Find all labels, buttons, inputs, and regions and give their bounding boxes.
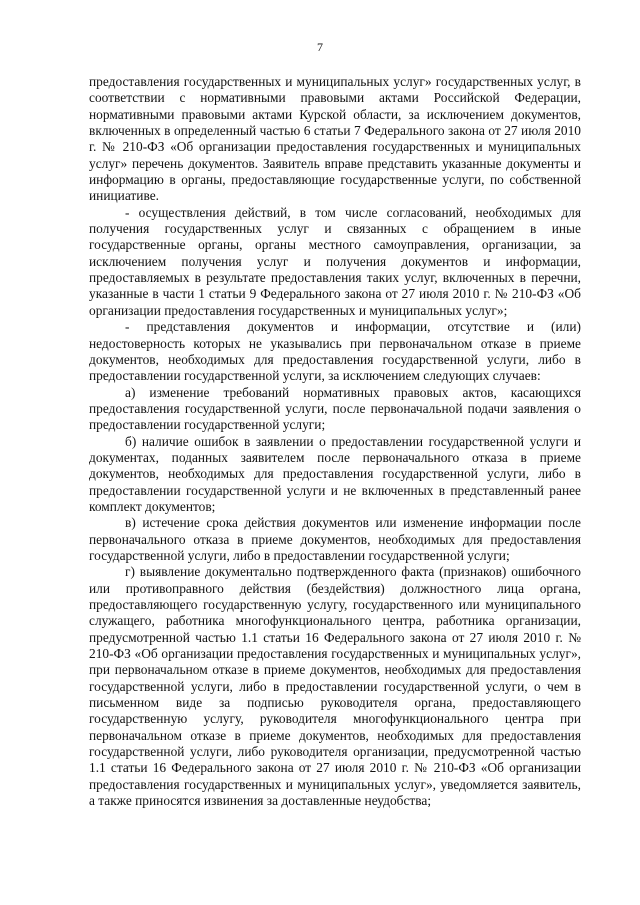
paragraph-case-a: а) изменение требований нормативных правовых актов, касающихся предоставления государственной услуги, после первоначальной подачи заявления о предоставлении государственной услуги; (89, 384, 581, 433)
paragraph-intro: предоставления государственных и муниципальных услуг» государственных услуг, в соответствии с нормативными правовыми актами Российской Федерации, нормативными правовыми актами Курской области, за исключением документов, включенных в определенный частью 6 статьи 7 Федерального закона от 27 июля 2010 г. № 210-ФЗ «Об организации предоставления государственных и муниципальных услуг» перечень документов. Заявитель вправе представить указанные документы и информацию в органы, предоставляющие государственные услуги, по собственной инициативе. (89, 74, 581, 204)
paragraph-documents: - представления документов и информации, отсутствие и (или) недостоверность которых не указывались при первоначальном отказе в приеме документов, необходимых для предоставления государственной услуги, либо в предоставлении государственной услуги, за исключением следующих случаев: (89, 319, 581, 384)
paragraph-case-g: г) выявление документально подтвержденного факта (признаков) ошибочного или противоправного действия (бездействия) должностного лица органа, предоставляющего государственную услугу, государственного или муниципального служащего, работника многофункционального центра, работника организации, предусмотренной частью 1.1 статьи 16 Федерального закона от 27 июля 2010 г. № 210-ФЗ «Об организации предоставления государственных и муниципальных услуг», при первоначальном отказе в приеме документов, необходимых для предоставления государственной услуги, либо в предоставлении государственной услуги, о чем в письменном виде за подписью руководителя органа, предоставляющего государственную услугу, руководителя многофункционального центра при первоначальном отказе в приеме документов, необходимых для предоставления государственной услуги, либо руководителя организации, предусмотренной частью 1.1 статьи 16 Федерального закона от 27 июля 2010 г. № 210-ФЗ «Об организации предоставления государственных и муниципальных услуг», уведомляется заявитель, а также приносятся извинения за доставленные неудобства; (89, 564, 581, 809)
page-number: 7 (317, 40, 323, 54)
paragraph-case-v: в) истечение срока действия документов или изменение информации после первоначального отказа в приеме документов, необходимых для предоставления государственной услуги, либо в предоставлении государственной услуги; (89, 515, 581, 563)
paragraph-case-b: б) наличие ошибок в заявлении о предоставлении государственной услуги и документах, поданных заявителем после первоначального отказа в приеме документов, необходимых для предоставления государственной услуги, либо в предоставлении государственной услуги и не включенных в представленный ранее комплект документов; (89, 433, 581, 514)
document-body (89, 74, 581, 809)
paragraph-actions: - осуществления действий, в том числе согласований, необходимых для получения государственных услуг и связанных с обращением в иные государственные органы, органы местного самоуправления, организации, за исключением получения услуг и получения документов и информации, предоставляемых в результате предоставления таких услуг, включенных в перечни, указанные в части 1 статьи 9 Федерального закона от 27 июля 2010 г. № 210-ФЗ «Об организации предоставления государственных и муниципальных услуг»; (89, 204, 581, 318)
